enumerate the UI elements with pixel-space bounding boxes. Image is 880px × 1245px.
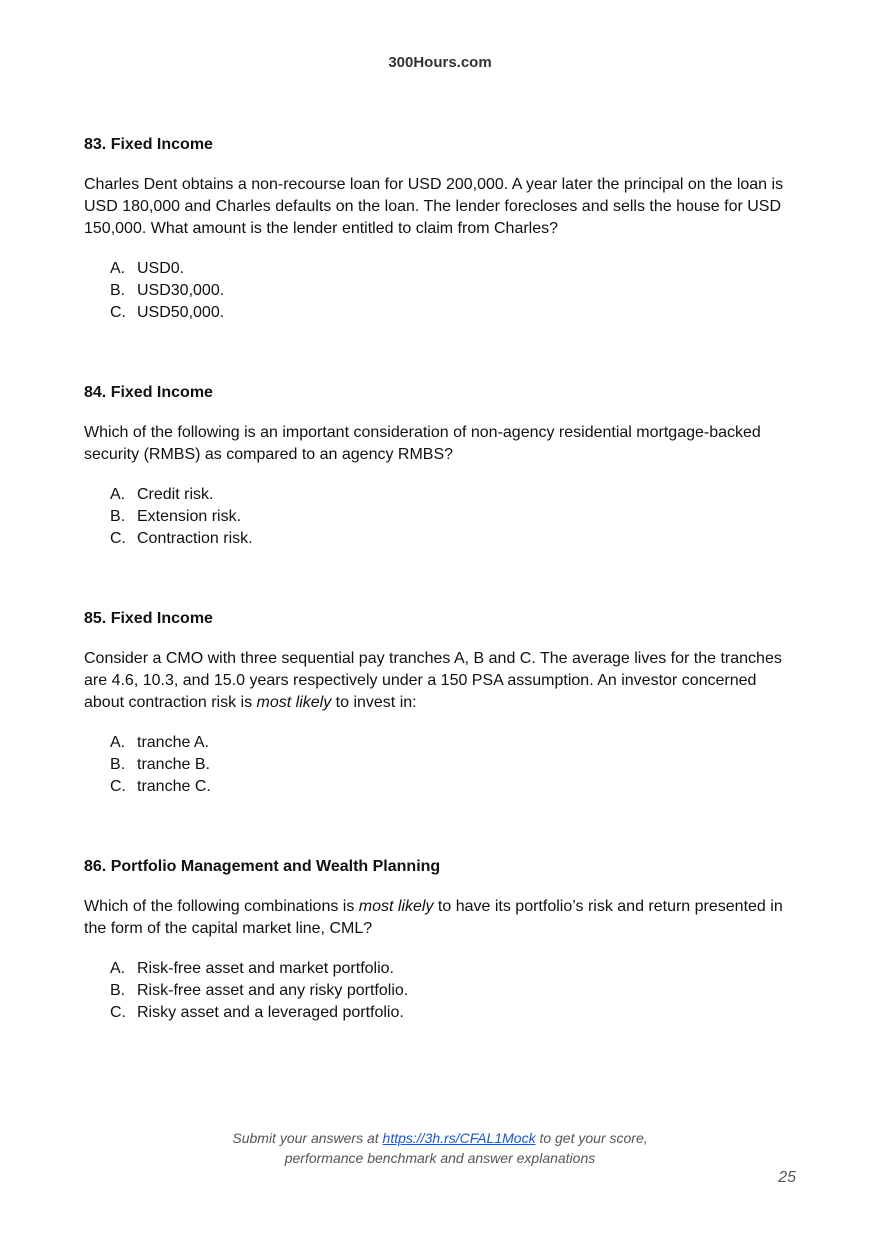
answer-options [84,484,796,550]
question-text-start: Consider a CMO with three sequential pay tranches A, B and C. The average lives for the tranches are 4.6, 10.3, and 15.0 years respectively under a 150 PSA assumption. An investor concerned about contraction risk is [84,650,782,711]
submit-answers-link[interactable]: https://3h.rs/CFAL1Mock [382,1130,536,1146]
page-number: 25 [778,1169,796,1186]
option-letter: C. [110,1004,126,1021]
answer-options [84,958,796,1024]
option-text: USD0. [137,260,185,277]
option-b[interactable] [84,754,796,776]
option-letter: A. [110,734,126,751]
option-text: tranche C. [137,778,211,795]
question-text [84,648,796,714]
question-text-start: Which of the following combinations is [84,898,359,915]
option-letter: B. [110,982,126,999]
page-footer [0,1128,880,1168]
option-text: USD50,000. [137,304,225,321]
option-b[interactable] [84,280,796,302]
answer-options [84,732,796,798]
question-list [84,134,796,1104]
question-title: 83. Fixed Income [84,136,213,153]
option-text: Contraction risk. [137,530,253,547]
option-text: Extension risk. [137,508,242,525]
question-text-emphasis: most likely [358,898,434,915]
option-text: tranche B. [137,756,210,773]
option-b[interactable] [84,506,796,528]
site-header: 300Hours.com [388,54,492,71]
option-c[interactable] [84,528,796,550]
question-title: 85. Fixed Income [84,610,213,627]
answer-options [84,258,796,324]
option-letter: C. [110,304,126,321]
option-text: Risky asset and a leveraged portfolio. [137,1004,404,1021]
footer-line-1 [0,1128,880,1148]
option-a[interactable] [84,732,796,754]
option-letter: A. [110,260,126,277]
question-text: Which of the following is an important consideration of non-agency residential mortgage-backed security (RMBS) as compared to an agency RMBS? [84,424,761,463]
option-text: tranche A. [137,734,210,751]
question-text: Charles Dent obtains a non-recourse loan for USD 200,000. A year later the principal on the loan is USD 180,000 and Charles defaults on the loan. The lender forecloses and sells the house for USD 150,000. What amount is the lender entitled to claim from Charles? [84,176,784,237]
footer-suffix: to get your score, [535,1130,648,1146]
option-letter: C. [110,778,126,795]
option-text: Risk-free asset and any risky portfolio. [137,982,409,999]
option-text: USD30,000. [137,282,225,299]
option-letter: B. [110,508,126,525]
question-title: 84. Fixed Income [84,384,213,401]
option-letter: B. [110,282,126,299]
option-c[interactable] [84,1002,796,1024]
question-title: 86. Portfolio Management and Wealth Planning [84,858,441,875]
option-letter: B. [110,756,126,773]
question-text-end: to have its portfolio’s risk and return presented in the form of the capital market line, CML? [84,898,783,937]
question-86 [84,856,796,1104]
option-a[interactable] [84,958,796,980]
option-letter: C. [110,530,126,547]
question-83 [84,134,796,382]
option-c[interactable] [84,302,796,324]
option-letter: A. [110,960,126,977]
option-b[interactable] [84,980,796,1002]
option-a[interactable] [84,484,796,506]
option-letter: A. [110,486,126,503]
question-85 [84,608,796,856]
option-text: Risk-free asset and market portfolio. [137,960,394,977]
question-84 [84,382,796,608]
footer-prefix: Submit your answers at [232,1130,383,1146]
question-text-emphasis: most likely [256,694,332,711]
option-text: Credit risk. [137,486,214,503]
question-text [84,896,796,940]
footer-line-2: performance benchmark and answer explanations [284,1150,596,1166]
option-a[interactable] [84,258,796,280]
option-c[interactable] [84,776,796,798]
question-text-end: to invest in: [331,694,417,711]
